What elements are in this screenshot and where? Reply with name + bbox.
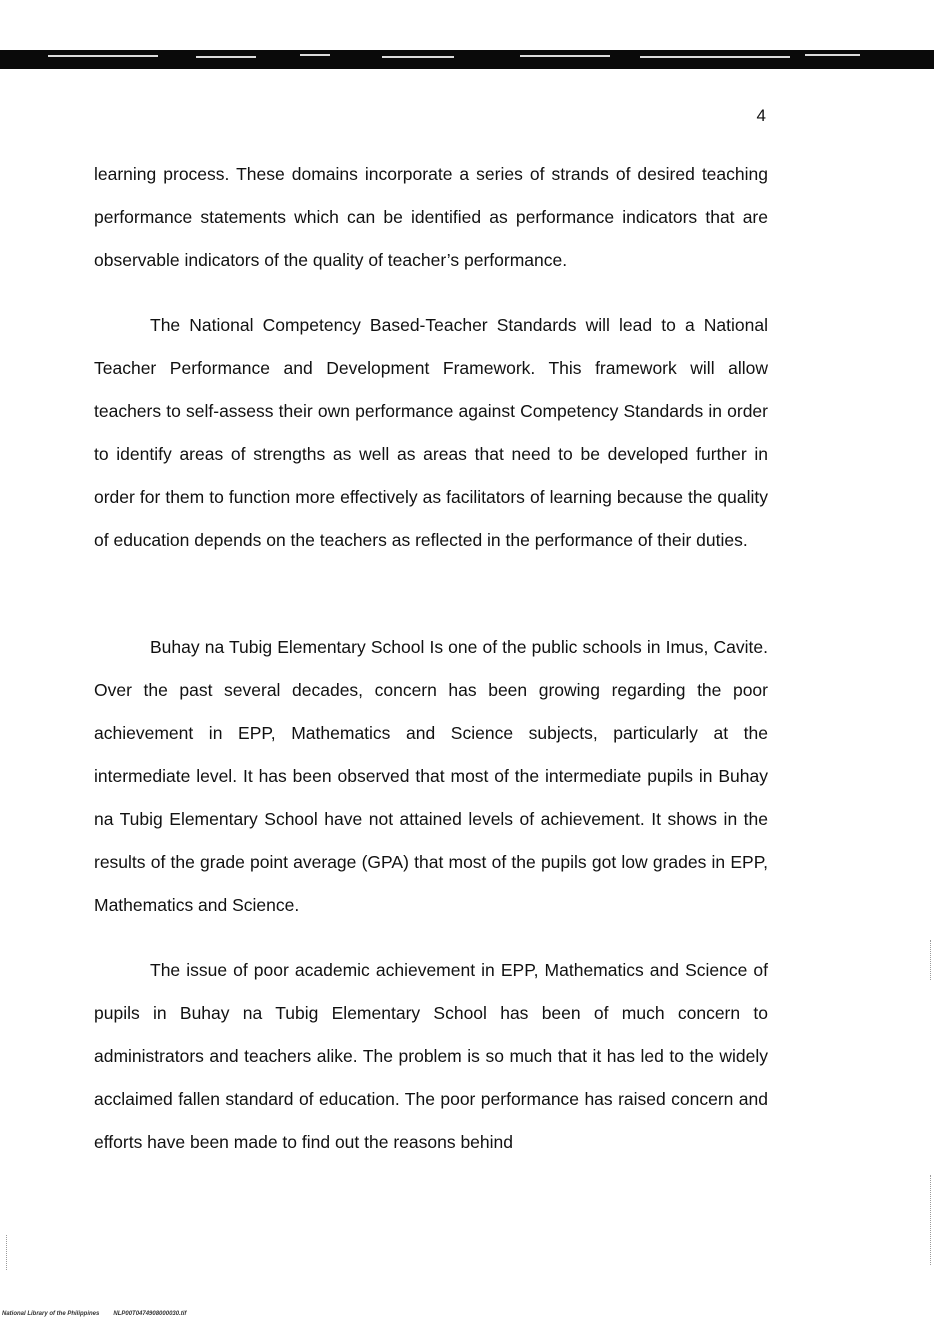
scan-margin-artifact [930, 940, 931, 980]
footer-file-code: NLP00T0474908000030.tif [113, 1311, 187, 1317]
paragraph-text: learning process. These domains incorporate a series of strands of desired teaching performance statements which can be identified as performance indicators that are observable indicators of the quality of teacher’s performance. [94, 164, 768, 270]
paragraph-text: The National Competency Based-Teacher Standards will lead to a National Teacher Performance and Development Framework. This framework will allow teachers to self-assess their own performance against Competency Standards in order to identify areas of strengths as well as areas that need to be developed further in order for them to function more effectively as facilitators of learning because the quality of education depends on the teachers as reflected in the performance of their duties. [94, 315, 768, 550]
page-number: 4 [756, 106, 766, 125]
paragraph-school-background [94, 626, 768, 927]
paragraph-poor-achievement-issue [94, 949, 768, 1164]
scan-margin-artifact [930, 1175, 931, 1265]
scan-header-bar [0, 50, 934, 69]
paragraph-continuation [94, 153, 768, 282]
footer-library-name: National Library of the Philippines [2, 1311, 100, 1317]
scan-footer [2, 1311, 186, 1317]
paragraph-text: The issue of poor academic achievement in EPP, Mathematics and Science of pupils in Buhay na Tubig Elementary School has been of much concern to administrators and teachers alike. The problem is so much that it has led to the widely acclaimed fallen standard of education. The poor performance has raised concern and efforts have been made to find out the reasons behind [94, 960, 768, 1152]
scan-margin-artifact [6, 1235, 7, 1270]
paragraph-text: Buhay na Tubig Elementary School Is one of the public schools in Imus, Cavite. Over the past several decades, concern has been growing regarding the poor achievement in EPP, Mathematics and Science subjects, particularly at the intermediate level. It has been observed that most of the intermediate pupils in Buhay na Tubig Elementary School have not attained levels of achievement. It shows in the results of the grade point average (GPA) that most of the pupils got low grades in EPP, Mathematics and Science. [94, 637, 768, 915]
paragraph-ncbts-framework [94, 304, 768, 562]
